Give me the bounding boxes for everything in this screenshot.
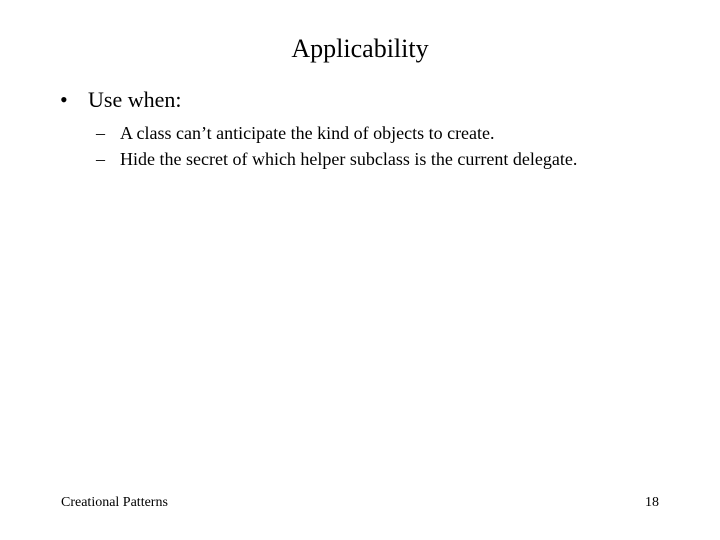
bullet-marker: • [60, 87, 68, 112]
sub-bullet-list [96, 120, 577, 172]
sub-bullet-item [96, 120, 577, 146]
sub-bullet-marker: – [96, 149, 105, 169]
sub-bullet-item [96, 146, 577, 172]
slide-title: Applicability [291, 34, 429, 63]
bullet-text: Use when: [88, 87, 182, 112]
page-number: 18 [645, 495, 659, 510]
bullet-use-when [60, 86, 181, 114]
footer-title: Creational Patterns [61, 495, 168, 510]
sub-bullet-text: A class can’t anticipate the kind of objects to create. [120, 123, 495, 143]
sub-bullet-text: Hide the secret of which helper subclass is the current delegate. [120, 149, 578, 169]
sub-bullet-marker: – [96, 123, 105, 143]
